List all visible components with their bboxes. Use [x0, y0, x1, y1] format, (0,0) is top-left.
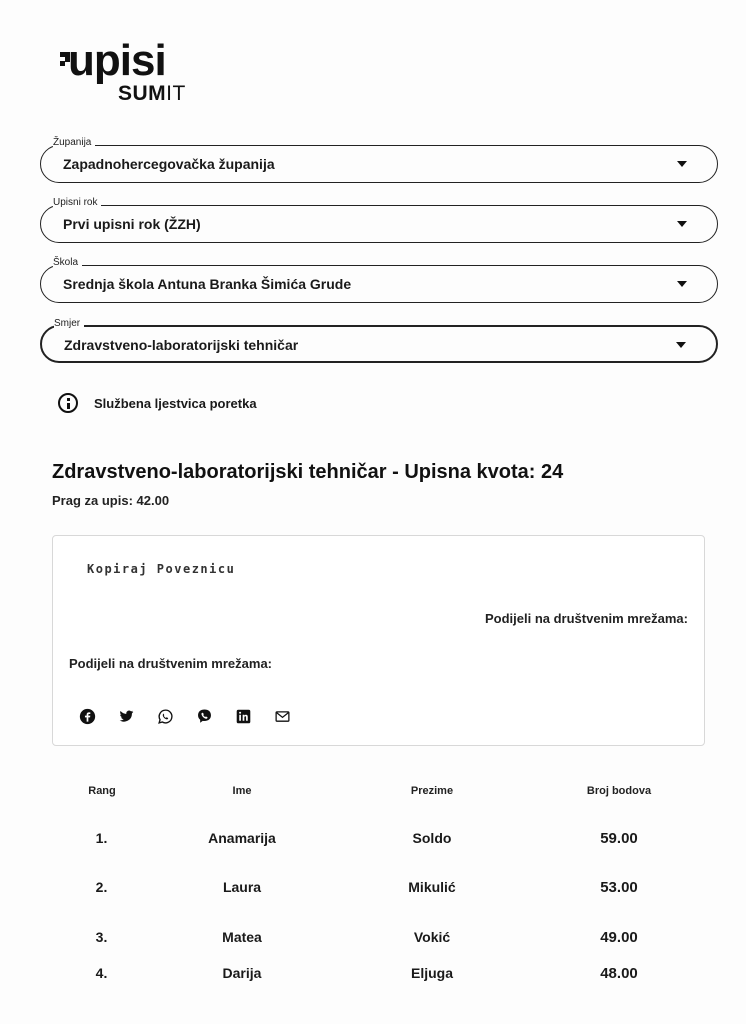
- enrollment-period-select-value: Prvi upisni rok (ŽZH): [63, 216, 201, 232]
- program-select-label: Smjer: [54, 318, 84, 330]
- email-icon[interactable]: [272, 706, 293, 727]
- column-header-first-name[interactable]: Ime: [232, 785, 252, 797]
- caret-down-icon: [677, 281, 687, 287]
- table-header: [52, 780, 712, 804]
- table-row: [52, 830, 712, 854]
- share-label-left: Podijeli na društvenim mrežama:: [69, 656, 273, 671]
- share-card: [52, 535, 705, 746]
- row-last-name: Soldo: [412, 830, 452, 846]
- enrollment-period-select[interactable]: [40, 197, 718, 243]
- row-first-name: Matea: [222, 929, 262, 945]
- official-ranking-text: Službena ljestvica poretka: [94, 395, 257, 411]
- facebook-icon[interactable]: [77, 706, 98, 727]
- column-header-rank[interactable]: Rang: [88, 785, 116, 797]
- row-points: 49.00: [600, 929, 638, 946]
- logo[interactable]: [60, 36, 200, 108]
- row-rank: 4.: [95, 965, 108, 981]
- row-rank: 1.: [95, 830, 108, 846]
- viber-icon[interactable]: [194, 706, 215, 727]
- row-last-name: Vokić: [413, 929, 451, 945]
- caret-down-icon: [676, 342, 686, 348]
- county-select-label: Županija: [53, 137, 95, 149]
- program-select-value: Zdravstveno-laboratorijski tehničar: [64, 337, 299, 353]
- table-row: [52, 965, 712, 989]
- caret-down-icon: [677, 221, 687, 227]
- page-title: Zdravstveno-laboratorijski tehničar - Upisna kvota: 24: [52, 461, 564, 483]
- school-select[interactable]: [40, 257, 718, 303]
- row-points: 59.00: [600, 830, 638, 847]
- row-first-name: Laura: [222, 879, 262, 895]
- row-first-name: Darija: [222, 965, 262, 981]
- row-rank: 2.: [95, 879, 108, 895]
- county-select-value: Zapadnohercegovačka županija: [63, 156, 275, 172]
- social-buttons: [77, 706, 293, 727]
- logo-wordmark: upisi: [68, 36, 166, 85]
- row-rank: 3.: [95, 929, 108, 945]
- copy-link-button[interactable]: Kopiraj Poveznicu: [87, 562, 236, 576]
- program-select[interactable]: [40, 318, 718, 363]
- row-last-name: Mikulić: [408, 879, 456, 895]
- official-ranking-notice: [58, 393, 257, 413]
- county-select[interactable]: [40, 137, 718, 183]
- school-select-label: Škola: [53, 257, 82, 269]
- table-row: [52, 929, 712, 953]
- whatsapp-icon[interactable]: [155, 706, 176, 727]
- row-points: 48.00: [600, 965, 638, 982]
- row-last-name: Eljuga: [410, 965, 453, 981]
- caret-down-icon: [677, 161, 687, 167]
- row-points: 53.00: [600, 879, 638, 896]
- column-header-points[interactable]: Broj bodova: [586, 785, 652, 797]
- table-row: [52, 879, 712, 903]
- school-select-value: Srednja škola Antuna Branka Šimića Grude: [63, 276, 352, 292]
- linkedin-icon[interactable]: [233, 706, 254, 727]
- row-first-name: Anamarija: [208, 830, 276, 846]
- column-header-last-name[interactable]: Prezime: [410, 785, 454, 797]
- admission-threshold: Prag za upis: 42.00: [52, 493, 170, 508]
- ranking-table: [52, 780, 712, 982]
- share-label-right: Podijeli na društvenim mrežama:: [484, 611, 688, 626]
- logo-subtitle: SUMIT: [118, 82, 186, 105]
- enrollment-period-select-label: Upisni rok: [53, 197, 101, 209]
- info-icon: [58, 393, 78, 413]
- twitter-icon[interactable]: [116, 706, 137, 727]
